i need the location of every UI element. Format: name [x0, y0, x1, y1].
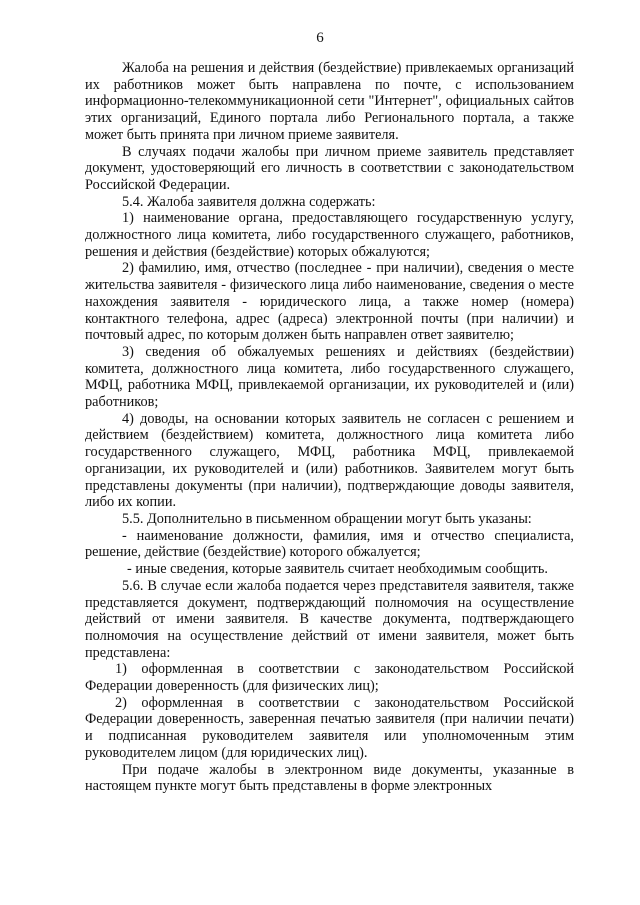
- paragraph-5-4-item-1: 1) наименование органа, предоставляющего государственную услугу, должностного лица комитета, либо государственного служащего, работников, решения и действия (бездействие) которых обжалуются;: [85, 210, 574, 260]
- paragraph-electronic-submission: При подаче жалобы в электронном виде документы, указанные в настоящем пункте могут быть представлены в форме электронных: [85, 761, 574, 795]
- paragraph-5-4-item-2: 2) фамилию, имя, отчество (последнее - при наличии), сведения о месте жительства заявителя - физического лица либо наименование, сведения о месте нахождения заявителя - юридического лица, а также номер (номера) контактного телефона, адрес (адреса) электронной почты (при наличии) и почтовый адрес, по которым должен быть направлен ответ заявителю;: [85, 260, 574, 344]
- page-number: 6: [316, 30, 324, 46]
- paragraph-5-6-item-2: 2) оформленная в соответствии с законодательством Российской Федерации доверенность, заверенная печатью заявителя (при наличии печати) и подписанная руководителем заявителя или уполномоченным этим руководителем лицом (для юридических лиц).: [85, 694, 574, 761]
- paragraph-personal-reception: В случаях подачи жалобы при личном приеме заявитель представляет документ, удостоверяющий его личность в соответствии с законодательством Российской Федерации.: [85, 143, 574, 193]
- paragraph-5-4-item-3: 3) сведения об обжалуемых решениях и действиях (бездействии) комитета, должностного лица комитета, либо государственного служащего, МФЦ, работника МФЦ, привлекаемой организации, их руководителей и (или) работников;: [85, 343, 574, 411]
- paragraph-complaint-channels: Жалоба на решения и действия (бездействие) привлекаемых организаций их работников может быть направлена по почте, с использованием информационно-телекоммуникационной сети "Интернет", официальных сайтов этих организаций, Единого портала либо Регионального портала, а также может быть принята при личном приеме заявителя.: [85, 60, 574, 143]
- paragraph-5-6: 5.6. В случае если жалоба подается через представителя заявителя, также представляется документ, подтверждающий полномочия на осуществление действий от имени заявителя. В качестве документа, подтверждающего полномочия на осуществление действий от имени заявителя, может быть представлена:: [85, 577, 574, 661]
- document-body: [85, 60, 574, 795]
- paragraph-5-5-heading: 5.5. Дополнительно в письменном обращении могут быть указаны:: [122, 510, 532, 527]
- paragraph-5-4-item-4: 4) доводы, на основании которых заявитель не согласен с решением и действием (бездействием) комитета, должностного лица комитета либо государственного служащего, МФЦ, работника МФЦ, привлекаемой организации, их руководителей и (или) работников. Заявителем могут быть представлены документы (при наличии), подтверждающие доводы заявителя, либо их копии.: [85, 410, 574, 511]
- paragraph-5-6-item-1: 1) оформленная в соответствии с законодательством Российской Федерации доверенность (для физических лиц);: [85, 661, 574, 695]
- paragraph-5-4-heading: 5.4. Жалоба заявителя должна содержать:: [122, 193, 376, 210]
- paragraph-5-5-dash-1: - наименование должности, фамилия, имя и отчество специалиста, решение, действие (бездействие) которого обжалуется;: [85, 527, 574, 561]
- paragraph-5-5-dash-2: - иные сведения, которые заявитель считает необходимым сообщить.: [127, 561, 549, 578]
